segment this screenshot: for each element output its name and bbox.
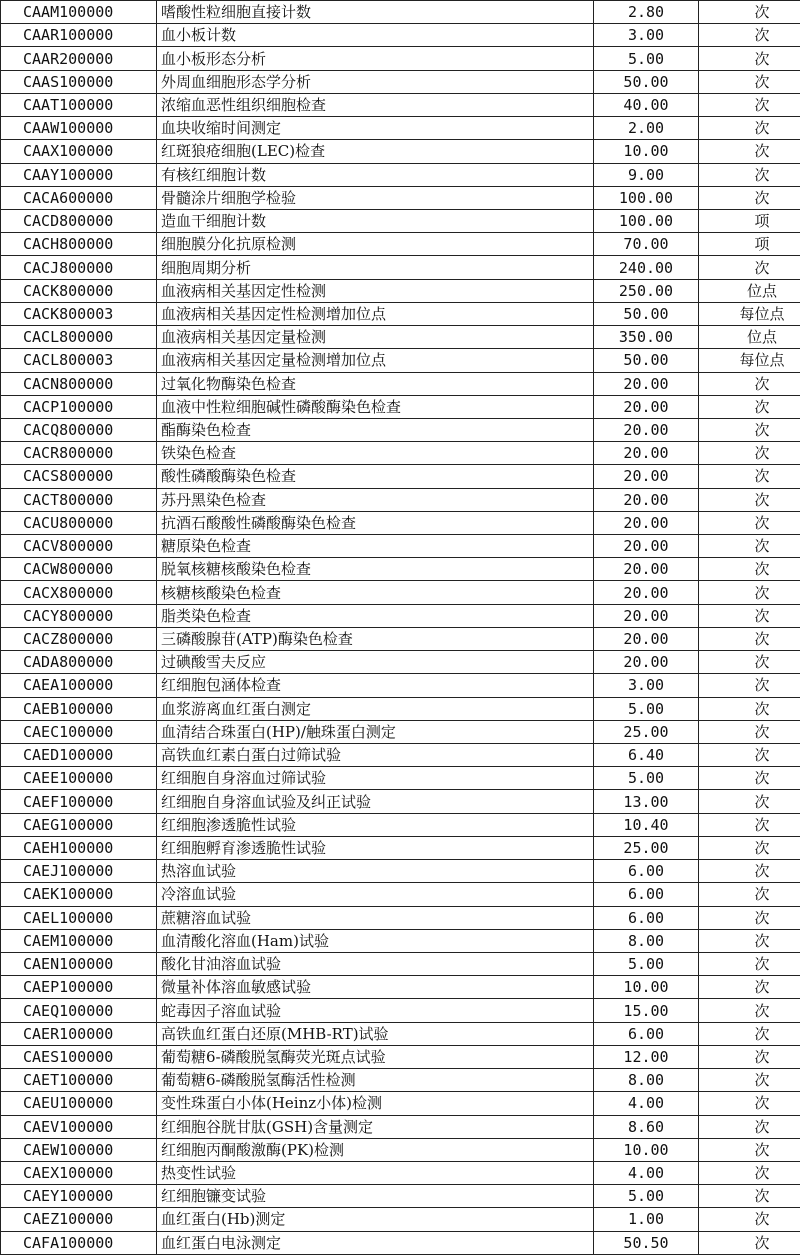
item-unit-cell: 位点 — [699, 279, 800, 302]
table-row — [1, 1022, 800, 1045]
item-unit-cell: 次 — [699, 906, 800, 929]
table-row — [1, 1161, 800, 1184]
table-row — [1, 767, 800, 790]
item-price-cell: 6.00 — [594, 906, 699, 929]
item-unit-cell: 次 — [699, 674, 800, 697]
item-price-cell: 70.00 — [594, 233, 699, 256]
item-price-cell: 15.00 — [594, 999, 699, 1022]
item-price-cell: 20.00 — [594, 488, 699, 511]
item-unit-cell: 项 — [699, 209, 800, 232]
table-row — [1, 233, 800, 256]
item-name-cell: 红细胞渗透脆性试验 — [157, 813, 594, 836]
item-name-cell: 蛇毒因子溶血试验 — [157, 999, 594, 1022]
item-code-cell: CAEM100000 — [1, 929, 157, 952]
item-price-cell: 20.00 — [594, 465, 699, 488]
item-unit-cell: 次 — [699, 720, 800, 743]
item-unit-cell: 次 — [699, 581, 800, 604]
table-row — [1, 1069, 800, 1092]
item-unit-cell: 次 — [699, 1022, 800, 1045]
item-code-cell: CACH800000 — [1, 233, 157, 256]
item-unit-cell: 次 — [699, 1115, 800, 1138]
item-code-cell: CAEZ100000 — [1, 1208, 157, 1231]
item-code-cell: CACR800000 — [1, 442, 157, 465]
table-row — [1, 395, 800, 418]
item-price-cell: 4.00 — [594, 1161, 699, 1184]
table-row — [1, 674, 800, 697]
item-price-cell: 3.00 — [594, 674, 699, 697]
item-price-cell: 1.00 — [594, 1208, 699, 1231]
item-unit-cell: 次 — [699, 744, 800, 767]
item-unit-cell: 次 — [699, 767, 800, 790]
item-name-cell: 红细胞谷胱甘肽(GSH)含量测定 — [157, 1115, 594, 1138]
table-row — [1, 976, 800, 999]
item-unit-cell: 次 — [699, 1231, 800, 1254]
item-unit-cell: 次 — [699, 952, 800, 975]
table-row — [1, 1231, 800, 1254]
item-unit-cell: 次 — [699, 1092, 800, 1115]
item-unit-cell: 次 — [699, 256, 800, 279]
item-code-cell: CAAM100000 — [1, 1, 157, 24]
item-price-cell: 20.00 — [594, 418, 699, 441]
item-name-cell: 铁染色检查 — [157, 442, 594, 465]
item-code-cell: CAES100000 — [1, 1045, 157, 1068]
table-row — [1, 697, 800, 720]
table-row — [1, 209, 800, 232]
item-code-cell: CAAR200000 — [1, 47, 157, 70]
item-name-cell: 造血干细胞计数 — [157, 209, 594, 232]
table-row — [1, 651, 800, 674]
table-row — [1, 511, 800, 534]
item-name-cell: 酸性磷酸酶染色检查 — [157, 465, 594, 488]
item-price-cell: 50.00 — [594, 70, 699, 93]
item-price-cell: 100.00 — [594, 209, 699, 232]
item-name-cell: 血红蛋白(Hb)测定 — [157, 1208, 594, 1231]
item-name-cell: 核糖核酸染色检查 — [157, 581, 594, 604]
table-row — [1, 999, 800, 1022]
item-name-cell: 热溶血试验 — [157, 860, 594, 883]
item-name-cell: 冷溶血试验 — [157, 883, 594, 906]
table-row — [1, 836, 800, 859]
item-name-cell: 红细胞自身溶血过筛试验 — [157, 767, 594, 790]
item-unit-cell: 次 — [699, 186, 800, 209]
item-price-cell: 5.00 — [594, 952, 699, 975]
item-name-cell: 抗酒石酸酸性磷酸酶染色检查 — [157, 511, 594, 534]
table-row — [1, 1045, 800, 1068]
item-code-cell: CAEC100000 — [1, 720, 157, 743]
item-unit-cell: 次 — [699, 813, 800, 836]
item-code-cell: CAEA100000 — [1, 674, 157, 697]
item-name-cell: 细胞膜分化抗原检测 — [157, 233, 594, 256]
item-code-cell: CAEF100000 — [1, 790, 157, 813]
item-name-cell: 变性珠蛋白小体(Heinz小体)检测 — [157, 1092, 594, 1115]
item-code-cell: CACZ800000 — [1, 627, 157, 650]
item-code-cell: CAEK100000 — [1, 883, 157, 906]
item-name-cell: 有核红细胞计数 — [157, 163, 594, 186]
item-code-cell: CACL800003 — [1, 349, 157, 372]
item-unit-cell: 次 — [699, 1045, 800, 1068]
item-name-cell: 过氧化物酶染色检查 — [157, 372, 594, 395]
item-code-cell: CACK800003 — [1, 302, 157, 325]
item-unit-cell: 次 — [699, 558, 800, 581]
item-unit-cell: 次 — [699, 929, 800, 952]
table-row — [1, 1138, 800, 1161]
item-price-cell: 25.00 — [594, 720, 699, 743]
item-name-cell: 红细胞丙酮酸激酶(PK)检测 — [157, 1138, 594, 1161]
item-code-cell: CACY800000 — [1, 604, 157, 627]
item-unit-cell: 次 — [699, 465, 800, 488]
item-unit-cell: 每位点 — [699, 349, 800, 372]
item-price-cell: 20.00 — [594, 558, 699, 581]
item-unit-cell: 次 — [699, 117, 800, 140]
item-code-cell: CACW800000 — [1, 558, 157, 581]
item-code-cell: CAEV100000 — [1, 1115, 157, 1138]
table-row — [1, 140, 800, 163]
item-code-cell: CACU800000 — [1, 511, 157, 534]
item-code-cell: CACL800000 — [1, 326, 157, 349]
item-name-cell: 细胞周期分析 — [157, 256, 594, 279]
item-code-cell: CAAY100000 — [1, 163, 157, 186]
table-row — [1, 163, 800, 186]
table-row — [1, 1208, 800, 1231]
item-code-cell: CACX800000 — [1, 581, 157, 604]
item-name-cell: 高铁血红素白蛋白过筛试验 — [157, 744, 594, 767]
item-unit-cell: 次 — [699, 395, 800, 418]
item-code-cell: CAEL100000 — [1, 906, 157, 929]
item-code-cell: CAED100000 — [1, 744, 157, 767]
item-name-cell: 血小板形态分析 — [157, 47, 594, 70]
item-price-cell: 6.00 — [594, 883, 699, 906]
item-price-cell: 12.00 — [594, 1045, 699, 1068]
item-price-cell: 5.00 — [594, 47, 699, 70]
item-price-cell: 100.00 — [594, 186, 699, 209]
item-price-cell: 3.00 — [594, 24, 699, 47]
table-row — [1, 952, 800, 975]
item-name-cell: 血液病相关基因定量检测 — [157, 326, 594, 349]
item-code-cell: CAAX100000 — [1, 140, 157, 163]
item-code-cell: CAEH100000 — [1, 836, 157, 859]
table-row — [1, 186, 800, 209]
item-unit-cell: 次 — [699, 651, 800, 674]
item-price-cell: 20.00 — [594, 651, 699, 674]
item-price-cell: 50.00 — [594, 302, 699, 325]
item-name-cell: 糖原染色检查 — [157, 535, 594, 558]
item-unit-cell: 次 — [699, 93, 800, 116]
item-name-cell: 血浆游离血红蛋白测定 — [157, 697, 594, 720]
table-row — [1, 535, 800, 558]
item-unit-cell: 次 — [699, 1, 800, 24]
item-name-cell: 脱氧核糖核酸染色检查 — [157, 558, 594, 581]
item-price-cell: 6.40 — [594, 744, 699, 767]
item-code-cell: CAEW100000 — [1, 1138, 157, 1161]
item-name-cell: 红斑狼疮细胞(LEC)检查 — [157, 140, 594, 163]
item-price-cell: 350.00 — [594, 326, 699, 349]
table-row — [1, 929, 800, 952]
item-code-cell: CAAW100000 — [1, 117, 157, 140]
table-row — [1, 418, 800, 441]
item-unit-cell: 次 — [699, 883, 800, 906]
item-price-cell: 8.00 — [594, 1069, 699, 1092]
item-price-cell: 13.00 — [594, 790, 699, 813]
item-price-cell: 250.00 — [594, 279, 699, 302]
table-row — [1, 93, 800, 116]
item-unit-cell: 次 — [699, 697, 800, 720]
item-code-cell: CACP100000 — [1, 395, 157, 418]
item-name-cell: 血红蛋白电泳测定 — [157, 1231, 594, 1254]
item-name-cell: 血块收缩时间测定 — [157, 117, 594, 140]
item-price-cell: 50.00 — [594, 349, 699, 372]
item-price-cell: 25.00 — [594, 836, 699, 859]
table-row — [1, 906, 800, 929]
table-row — [1, 1115, 800, 1138]
item-unit-cell: 次 — [699, 1185, 800, 1208]
item-price-cell: 20.00 — [594, 372, 699, 395]
table-row — [1, 24, 800, 47]
item-unit-cell: 位点 — [699, 326, 800, 349]
table-row — [1, 1185, 800, 1208]
item-code-cell: CAEU100000 — [1, 1092, 157, 1115]
item-name-cell: 热变性试验 — [157, 1161, 594, 1184]
table-row — [1, 326, 800, 349]
item-unit-cell: 次 — [699, 535, 800, 558]
item-price-cell: 10.00 — [594, 976, 699, 999]
item-name-cell: 血清酸化溶血(Ham)试验 — [157, 929, 594, 952]
item-name-cell: 酯酶染色检查 — [157, 418, 594, 441]
item-code-cell: CAEJ100000 — [1, 860, 157, 883]
item-code-cell: CAEG100000 — [1, 813, 157, 836]
table-row — [1, 790, 800, 813]
item-unit-cell: 次 — [699, 511, 800, 534]
item-price-cell: 20.00 — [594, 627, 699, 650]
item-code-cell: CACJ800000 — [1, 256, 157, 279]
item-price-cell: 8.00 — [594, 929, 699, 952]
item-code-cell: CAEY100000 — [1, 1185, 157, 1208]
item-code-cell: CAEX100000 — [1, 1161, 157, 1184]
item-unit-cell: 次 — [699, 1069, 800, 1092]
item-name-cell: 过碘酸雪夫反应 — [157, 651, 594, 674]
table-row — [1, 465, 800, 488]
item-name-cell: 苏丹黑染色检查 — [157, 488, 594, 511]
table-row — [1, 860, 800, 883]
item-code-cell: CAEP100000 — [1, 976, 157, 999]
item-price-cell: 10.00 — [594, 140, 699, 163]
item-name-cell: 骨髓涂片细胞学检验 — [157, 186, 594, 209]
table-row — [1, 256, 800, 279]
item-name-cell: 红细胞镰变试验 — [157, 1185, 594, 1208]
item-price-cell: 20.00 — [594, 535, 699, 558]
table-row — [1, 720, 800, 743]
item-unit-cell: 次 — [699, 442, 800, 465]
item-unit-cell: 次 — [699, 47, 800, 70]
item-price-cell: 6.00 — [594, 860, 699, 883]
item-name-cell: 血清结合珠蛋白(HP)/触珠蛋白测定 — [157, 720, 594, 743]
item-unit-cell: 次 — [699, 836, 800, 859]
item-code-cell: CACK800000 — [1, 279, 157, 302]
item-unit-cell: 次 — [699, 140, 800, 163]
item-name-cell: 红细胞孵育渗透脆性试验 — [157, 836, 594, 859]
item-price-cell: 9.00 — [594, 163, 699, 186]
item-price-cell: 20.00 — [594, 511, 699, 534]
item-unit-cell: 次 — [699, 790, 800, 813]
table-row — [1, 744, 800, 767]
item-unit-cell: 次 — [699, 999, 800, 1022]
item-price-cell: 5.00 — [594, 767, 699, 790]
table-row — [1, 813, 800, 836]
item-price-cell: 10.00 — [594, 1138, 699, 1161]
item-price-cell: 4.00 — [594, 1092, 699, 1115]
item-unit-cell: 次 — [699, 860, 800, 883]
item-code-cell: CADA800000 — [1, 651, 157, 674]
item-code-cell: CAER100000 — [1, 1022, 157, 1045]
item-name-cell: 高铁血红蛋白还原(MHB-RT)试验 — [157, 1022, 594, 1045]
table-row — [1, 279, 800, 302]
item-name-cell: 血液中性粒细胞碱性磷酸酶染色检查 — [157, 395, 594, 418]
item-name-cell: 血小板计数 — [157, 24, 594, 47]
table-row — [1, 627, 800, 650]
item-code-cell: CACQ800000 — [1, 418, 157, 441]
table-row — [1, 302, 800, 325]
item-unit-cell: 次 — [699, 24, 800, 47]
item-price-cell: 40.00 — [594, 93, 699, 116]
table-row — [1, 47, 800, 70]
item-name-cell: 血液病相关基因定性检测增加位点 — [157, 302, 594, 325]
table-row — [1, 372, 800, 395]
table-row — [1, 581, 800, 604]
table-row — [1, 883, 800, 906]
item-code-cell: CAEB100000 — [1, 697, 157, 720]
item-name-cell: 红细胞自身溶血试验及纠正试验 — [157, 790, 594, 813]
item-code-cell: CACS800000 — [1, 465, 157, 488]
item-unit-cell: 次 — [699, 163, 800, 186]
item-code-cell: CAAR100000 — [1, 24, 157, 47]
item-price-cell: 2.80 — [594, 1, 699, 24]
table-row — [1, 70, 800, 93]
item-price-cell: 10.40 — [594, 813, 699, 836]
item-unit-cell: 次 — [699, 1138, 800, 1161]
item-name-cell: 蔗糖溶血试验 — [157, 906, 594, 929]
item-code-cell: CAEQ100000 — [1, 999, 157, 1022]
item-unit-cell: 次 — [699, 1161, 800, 1184]
item-unit-cell: 项 — [699, 233, 800, 256]
item-price-cell: 6.00 — [594, 1022, 699, 1045]
item-code-cell: CAET100000 — [1, 1069, 157, 1092]
item-code-cell: CACT800000 — [1, 488, 157, 511]
table-row — [1, 488, 800, 511]
item-name-cell: 浓缩血恶性组织细胞检查 — [157, 93, 594, 116]
item-price-cell: 20.00 — [594, 442, 699, 465]
item-code-cell: CACV800000 — [1, 535, 157, 558]
item-unit-cell: 次 — [699, 372, 800, 395]
item-unit-cell: 次 — [699, 488, 800, 511]
item-code-cell: CACD800000 — [1, 209, 157, 232]
item-name-cell: 葡萄糖6-磷酸脱氢酶荧光斑点试验 — [157, 1045, 594, 1068]
table-row — [1, 117, 800, 140]
item-unit-cell: 次 — [699, 627, 800, 650]
item-code-cell: CACA600000 — [1, 186, 157, 209]
item-unit-cell: 次 — [699, 604, 800, 627]
item-code-cell: CAFA100000 — [1, 1231, 157, 1254]
table-row — [1, 558, 800, 581]
item-unit-cell: 次 — [699, 976, 800, 999]
item-name-cell: 葡萄糖6-磷酸脱氢酶活性检测 — [157, 1069, 594, 1092]
table-row — [1, 349, 800, 372]
item-price-cell: 20.00 — [594, 604, 699, 627]
item-unit-cell: 次 — [699, 418, 800, 441]
item-code-cell: CAAT100000 — [1, 93, 157, 116]
item-price-cell: 5.00 — [594, 1185, 699, 1208]
item-name-cell: 血液病相关基因定量检测增加位点 — [157, 349, 594, 372]
item-name-cell: 脂类染色检查 — [157, 604, 594, 627]
fee-table-body — [1, 1, 800, 1255]
item-price-cell: 20.00 — [594, 581, 699, 604]
item-price-cell: 50.50 — [594, 1231, 699, 1254]
item-price-cell: 2.00 — [594, 117, 699, 140]
item-code-cell: CAEE100000 — [1, 767, 157, 790]
item-price-cell: 240.00 — [594, 256, 699, 279]
table-row — [1, 1, 800, 24]
item-code-cell: CAEN100000 — [1, 952, 157, 975]
item-name-cell: 外周血细胞形态学分析 — [157, 70, 594, 93]
item-name-cell: 酸化甘油溶血试验 — [157, 952, 594, 975]
table-row — [1, 442, 800, 465]
item-code-cell: CAAS100000 — [1, 70, 157, 93]
table-row — [1, 604, 800, 627]
item-unit-cell: 次 — [699, 70, 800, 93]
item-price-cell: 20.00 — [594, 395, 699, 418]
item-name-cell: 三磷酸腺苷(ATP)酶染色检查 — [157, 627, 594, 650]
item-price-cell: 8.60 — [594, 1115, 699, 1138]
item-name-cell: 微量补体溶血敏感试验 — [157, 976, 594, 999]
item-unit-cell: 次 — [699, 1208, 800, 1231]
item-name-cell: 嗜酸性粒细胞直接计数 — [157, 1, 594, 24]
item-name-cell: 红细胞包涵体检查 — [157, 674, 594, 697]
item-unit-cell: 每位点 — [699, 302, 800, 325]
item-price-cell: 5.00 — [594, 697, 699, 720]
item-name-cell: 血液病相关基因定性检测 — [157, 279, 594, 302]
item-code-cell: CACN800000 — [1, 372, 157, 395]
table-row — [1, 1092, 800, 1115]
